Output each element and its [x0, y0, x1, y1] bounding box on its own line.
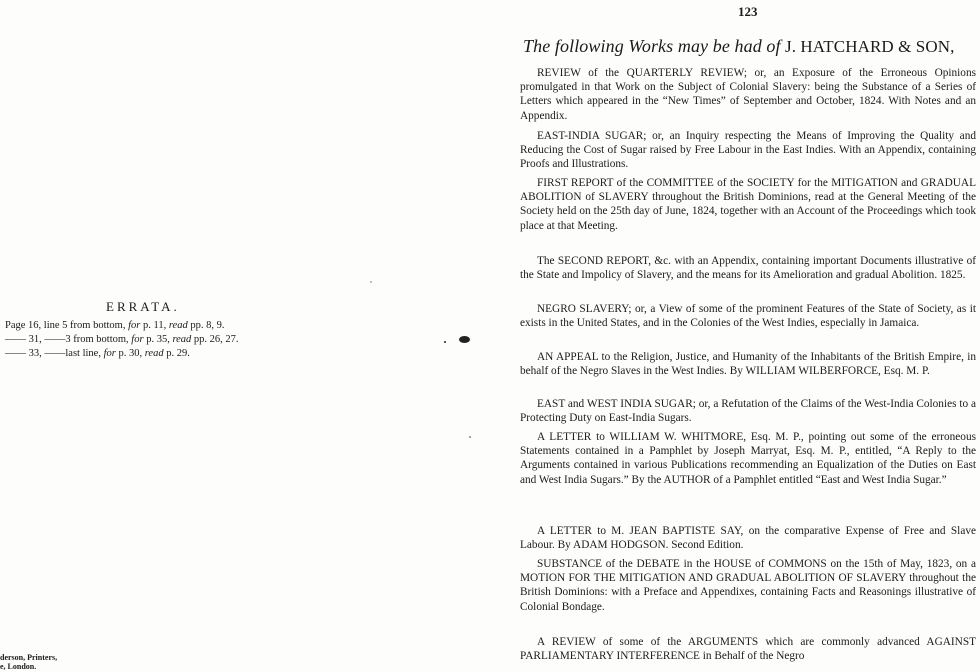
errata-line [5, 320, 224, 331]
ink-speck [469, 436, 471, 438]
book-entry: FIRST REPORT of the COMMITTEE of the SOCIETY for the MITIGATION and GRADUAL ABOLITION of SLAVERY throughout the British Dominions, read at the General Meeting of the Society held on the 25th day of June, 1824, together with an Account of the Proceedings which took place at that Meeting. [520, 177, 976, 232]
errata-correct: p. 29. [163, 348, 190, 359]
errata-for: for [131, 334, 144, 345]
book-entry: A REVIEW of some of the ARGUMENTS which are commonly advanced AGAINST PARLIAMENTARY INTERFERENCE in Behalf of the Negro [520, 636, 976, 663]
publisher-header [523, 36, 954, 57]
errata-wrong: p. 11, [140, 320, 169, 331]
errata-wrong: p. 35, [143, 334, 173, 345]
errata-for: for [103, 348, 116, 359]
header-publisher-name: J. HATCHARD & SON, [780, 37, 955, 56]
errata-correct: pp. 26, 27. [191, 334, 239, 345]
book-entry: EAST and WEST INDIA SUGAR; or, a Refutation of the Claims of the West-India Colonies to a Protecting Duty on East-India Sugars. [520, 398, 976, 425]
errata-location: Page 16, line 5 from bottom, [5, 320, 129, 331]
errata-correct: pp. 8, 9. [187, 320, 225, 331]
errata-title: ERRATA. [106, 299, 180, 314]
errata-read: read [172, 334, 192, 345]
book-entry: REVIEW of the QUARTERLY REVIEW; or, an Exposure of the Erroneous Opinions promulgated in that Work on the Subject of Colonial Slavery: being the Substance of a Series of Letters which appeared in the “New Times” of September and October, 1824. With Notes and an Appendix. [520, 67, 976, 122]
errata-line [5, 348, 190, 359]
errata-line [5, 334, 239, 345]
printer-imprint: derson, Printers, [0, 653, 58, 662]
right-page [520, 0, 978, 672]
printer-imprint: e, London. [0, 662, 37, 671]
ink-speck [444, 341, 446, 343]
book-entry: SUBSTANCE of the DEBATE in the HOUSE of COMMONS on the 15th of May, 1823, on a MOTION FOR THE MITIGATION AND GRADUAL ABOLITION OF SLAVERY throughout the British Dominions: with a Preface and Appendixes, containing Facts and Reasonings illustrative of Colonial Bondage. [520, 558, 976, 613]
book-entry: EAST-INDIA SUGAR; or, an Inquiry respecting the Means of Improving the Quality and Reducing the Cost of Sugar raised by Free Labour in the East Indies. With an Appendix, containing Proofs and Illustrations. [520, 130, 976, 171]
ink-speck [459, 336, 470, 343]
errata-for: for [128, 320, 141, 331]
book-entry: The SECOND REPORT, &c. with an Appendix, containing important Documents illustrative of the State and Impolicy of Slavery, and the means for its Amelioration and gradual Abolition. 1825. [520, 255, 976, 282]
book-entry: AN APPEAL to the Religion, Justice, and Humanity of the Inhabitants of the British Empire, in behalf of the Negro Slaves in the West Indies. By WILLIAM WILBERFORCE, Esq. M. P. [520, 351, 976, 378]
errata-location: —— 31, ——3 from bottom, [5, 334, 132, 345]
ink-speck [370, 281, 372, 283]
errata-read: read [168, 320, 188, 331]
book-entry: A LETTER to WILLIAM W. WHITMORE, Esq. M. P., pointing out some of the erroneous Statements contained in a Pamphlet by Joseph Marryat, Esq. M. P., entitled, “A Reply to the Arguments contained in various Publications recommending an Equalization of the Duties on East and West India Sugars.” By the AUTHOR of a Pamphlet entitled “East and West India Sugar.” [520, 431, 976, 486]
page-number: 123 [738, 4, 758, 19]
book-entry: NEGRO SLAVERY; or, a View of some of the prominent Features of the State of Society, as it exists in the United States, and in the Colonies of the West Indies, especially in Jamaica. [520, 303, 976, 330]
header-italic: The following Works may be had of [523, 36, 781, 56]
errata-location: —— 33, ——last line, [5, 348, 104, 359]
left-page [0, 0, 470, 672]
book-entry: A LETTER to M. JEAN BAPTISTE SAY, on the comparative Expense of Free and Slave Labour. By ADAM HODGSON. Second Edition. [520, 525, 976, 552]
errata-wrong: p. 30, [115, 348, 145, 359]
errata-read: read [144, 348, 164, 359]
